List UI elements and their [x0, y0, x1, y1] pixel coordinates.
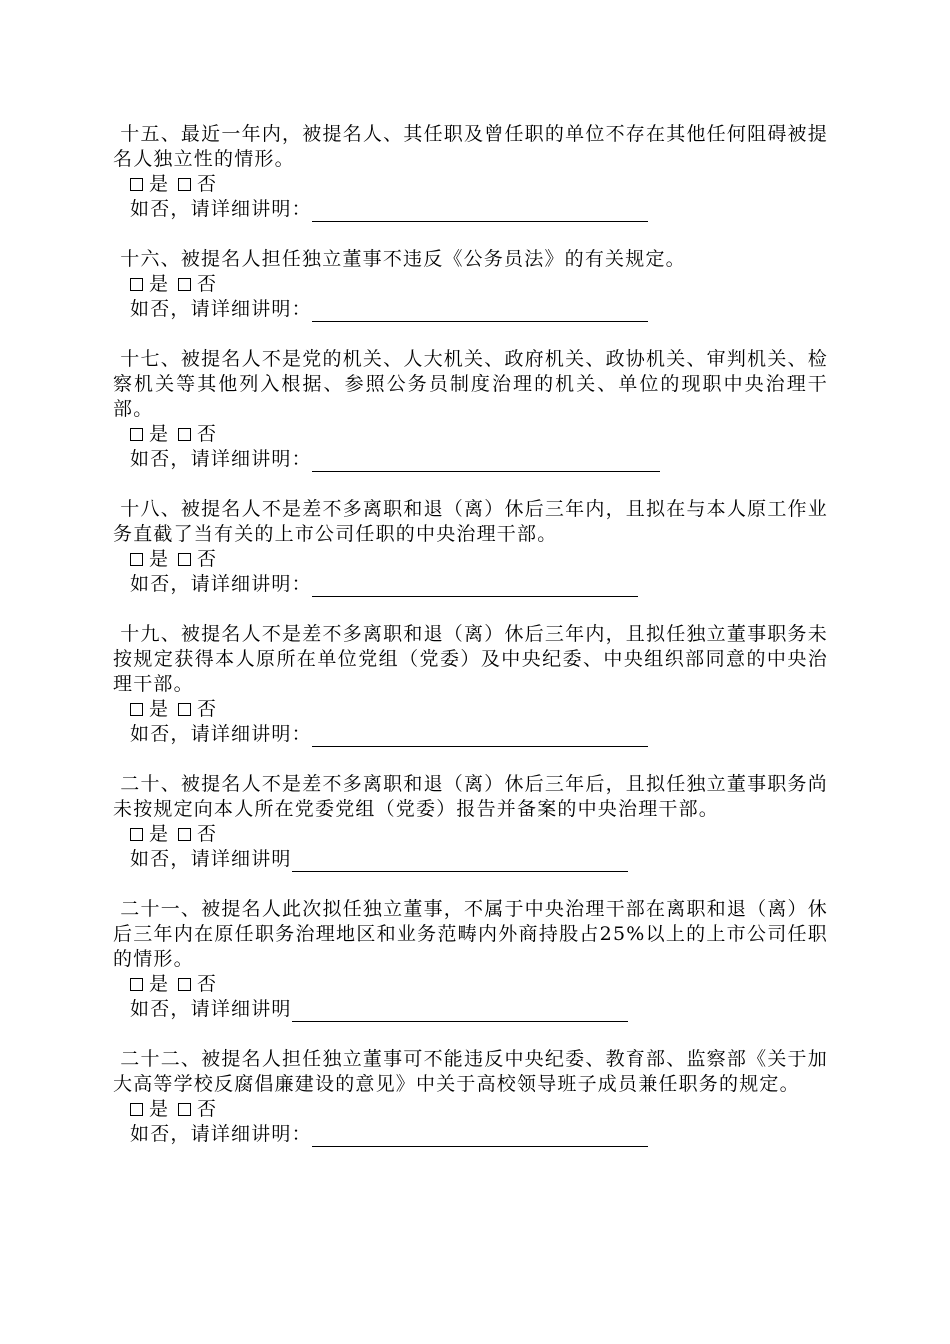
choice-row [113, 972, 828, 997]
detail-label: 如否，请详细讲明： [130, 723, 312, 745]
no-label: 否 [197, 173, 217, 195]
detail-row [113, 722, 828, 747]
no-checkbox[interactable] [178, 703, 191, 716]
no-checkbox[interactable] [178, 553, 191, 566]
choice-row [113, 697, 828, 722]
no-label: 否 [197, 823, 217, 845]
no-label: 否 [197, 423, 217, 445]
detail-blank-field[interactable] [312, 575, 638, 597]
detail-label: 如否，请详细讲明 [130, 998, 292, 1020]
yes-label: 是 [149, 273, 169, 295]
no-checkbox[interactable] [178, 278, 191, 291]
choice-row [113, 822, 828, 847]
detail-blank-field[interactable] [312, 300, 648, 322]
yes-checkbox[interactable] [130, 278, 143, 291]
yes-label: 是 [149, 973, 169, 995]
detail-label: 如否，请详细讲明： [130, 573, 312, 595]
detail-label: 如否，请详细讲明： [130, 1123, 312, 1145]
question-text: 二十、被提名人不是差不多离职和退（离）休后三年后，且拟任独立董事职务尚未按规定向本人所在党委党组（党委）报告并备案的中央治理干部。 [113, 773, 828, 820]
choice-row [113, 172, 828, 197]
document-page [113, 122, 828, 1172]
question-16 [113, 247, 828, 322]
no-label: 否 [197, 973, 217, 995]
question-21 [113, 897, 828, 1022]
detail-blank-field[interactable] [312, 200, 648, 222]
detail-row [113, 572, 828, 597]
yes-checkbox[interactable] [130, 978, 143, 991]
detail-blank-field[interactable] [312, 450, 660, 472]
question-text: 十九、被提名人不是差不多离职和退（离）休后三年内，且拟任独立董事职务未按规定获得本人原所在单位党组（党委）及中央纪委、中央组织部同意的中央治理干部。 [113, 623, 828, 695]
yes-checkbox[interactable] [130, 553, 143, 566]
no-checkbox[interactable] [178, 1103, 191, 1116]
detail-row [113, 297, 828, 322]
detail-row [113, 447, 828, 472]
yes-label: 是 [149, 548, 169, 570]
question-22 [113, 1047, 828, 1147]
detail-row [113, 997, 828, 1022]
yes-checkbox[interactable] [130, 1103, 143, 1116]
yes-label: 是 [149, 698, 169, 720]
question-20 [113, 772, 828, 872]
detail-label: 如否，请详细讲明： [130, 448, 312, 470]
question-18 [113, 497, 828, 597]
detail-blank-field[interactable] [292, 850, 628, 872]
detail-blank-field[interactable] [292, 1000, 628, 1022]
choice-row [113, 1097, 828, 1122]
detail-label: 如否，请详细讲明 [130, 848, 292, 870]
question-text: 十八、被提名人不是差不多离职和退（离）休后三年内，且拟在与本人原工作业务直截了当有关的上市公司任职的中央治理干部。 [113, 498, 828, 545]
question-text: 十五、最近一年内，被提名人、其任职及曾任职的单位不存在其他任何阻碍被提名人独立性的情形。 [113, 123, 828, 170]
detail-label: 如否，请详细讲明： [130, 198, 312, 220]
question-17 [113, 347, 828, 472]
yes-label: 是 [149, 823, 169, 845]
no-checkbox[interactable] [178, 828, 191, 841]
yes-checkbox[interactable] [130, 428, 143, 441]
question-15 [113, 122, 828, 222]
yes-label: 是 [149, 1098, 169, 1120]
detail-row [113, 1122, 828, 1147]
choice-row [113, 547, 828, 572]
yes-checkbox[interactable] [130, 828, 143, 841]
no-label: 否 [197, 698, 217, 720]
no-checkbox[interactable] [178, 178, 191, 191]
yes-label: 是 [149, 423, 169, 445]
choice-row [113, 272, 828, 297]
no-label: 否 [197, 1098, 217, 1120]
no-label: 否 [197, 548, 217, 570]
no-checkbox[interactable] [178, 978, 191, 991]
question-text: 二十二、被提名人担任独立董事可不能违反中央纪委、教育部、监察部《关于加大高等学校反腐倡廉建设的意见》中关于高校领导班子成员兼任职务的规定。 [113, 1048, 828, 1095]
detail-row [113, 847, 828, 872]
yes-checkbox[interactable] [130, 703, 143, 716]
detail-row [113, 197, 828, 222]
question-19 [113, 622, 828, 747]
choice-row [113, 422, 828, 447]
no-checkbox[interactable] [178, 428, 191, 441]
yes-checkbox[interactable] [130, 178, 143, 191]
question-text: 十六、被提名人担任独立董事不违反《公务员法》的有关规定。 [113, 248, 686, 270]
question-text: 十七、被提名人不是党的机关、人大机关、政府机关、政协机关、审判机关、检察机关等其他列入根据、参照公务员制度治理的机关、单位的现职中央治理干部。 [113, 348, 828, 420]
no-label: 否 [197, 273, 217, 295]
yes-label: 是 [149, 173, 169, 195]
detail-blank-field[interactable] [312, 725, 648, 747]
question-text: 二十一、被提名人此次拟任独立董事，不属于中央治理干部在离职和退（离）休后三年内在原任职务治理地区和业务范畴内外商持股占25%以上的上市公司任职的情形。 [113, 898, 828, 970]
detail-blank-field[interactable] [312, 1125, 648, 1147]
detail-label: 如否，请详细讲明： [130, 298, 312, 320]
